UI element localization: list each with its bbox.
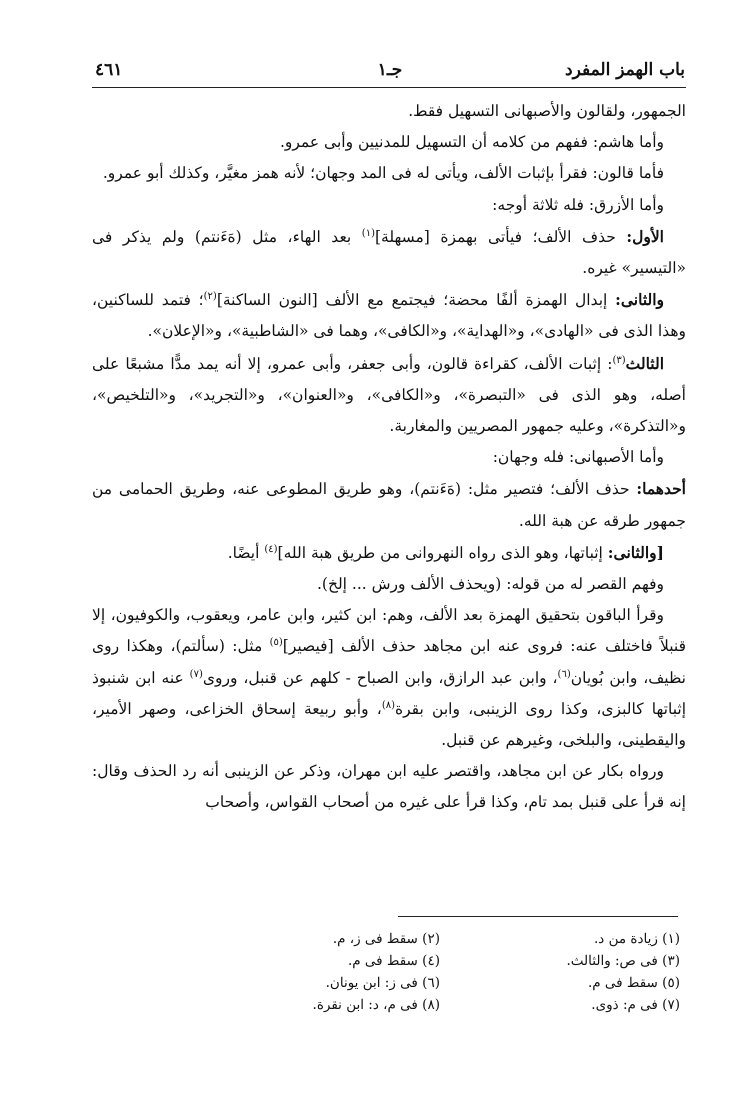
paragraph: الجمهور، ولقالون والأصبهانى التسهيل فقط. [408,102,686,120]
footnote-row [200,994,680,1016]
volume-label: جـ١ [377,60,403,80]
footnote-ref: (٥) [269,637,283,649]
footnote-ref: (٨) [381,699,395,711]
footnote-ref: (٣) [612,354,626,366]
footnote: (٢) سقط فى ز، م. [332,931,440,947]
paragraph: [والثانى: إثباتها، وهو الذى رواه النهروانى من طريق هبة الله]$^{(٤)}$ أيضًا. [227,542,664,562]
footnote-row [200,950,680,972]
section-label: الثالث [625,353,664,373]
footnote-ref: (٦) [557,668,571,680]
paragraph: وفهم القصر له من قوله: (ويحذف الألف ورش ... إلخ). [316,575,664,594]
paragraph: والثانى: إبدال الهمزة ألفًا محضة؛ فيجتمع مع الألف [النون الساكنة]$^{(٢)}$؛ فتمد للساكنين، وهذا الذى فى «الهادى»، و«الهداية»، و«الكافى»، وهما فى «الشاطبية»، و«الإعلان». [92,290,686,341]
footnote: (٣) فى ص: والثالث. [566,953,680,969]
section-label: [والثانى: [607,542,664,562]
footnote-ref: (٤) [264,543,278,555]
paragraph: وقرأ الباقون بتحقيق الهمزة بعد الألف، وهم: ابن كثير، وابن عامر، ويعقوب، والكوفيون، إلا قنبلاً فاختلف عنه: فروى عنه ابن مجاهد حذف الألف [فيصير]$^{(٥)}$ مثل: (سألتم)، وهكذا روى نظيف، وابن بُويان$^{(٦)}$، وابن عبد الرازق، وابن الصباح - كلهم عن قنبل، وروى$^{(٧)}$ عنه ابن شنبوذ إثباتها كالبزى، وكذا روى الزينبى، وابن بقرة$^{(٨)}$، وأبو ربيعة إسحاق الخزاعى، وصهر الأمير، واليقطينى، والبلخى، وغيرهم عن قنبل. [92,606,686,750]
footnote: (٥) سقط فى م. [587,975,680,991]
header-divider [92,87,686,88]
paragraph: وأما هاشم: ففهم من كلامه أن التسهيل للمدنيين وأبى عمرو. [279,133,664,152]
footnote-divider [398,916,678,917]
footnote-ref: (١) [361,227,375,239]
main-text [92,96,686,819]
paragraph: وأما الأصبهانى: فله وجهان: [492,448,664,467]
section-label: الأول: [626,226,664,246]
page-number: ٤٦١ [95,60,123,80]
footnotes [200,928,680,1016]
footnote-row [200,928,680,950]
paragraph: الأول: حذف الألف؛ فيأتى بهمزة [مسهلة]$^{(١)}$ بعد الهاء، مثل (هَءَنتم) ولم يذكر فى «التيسير» غيره. [92,226,686,278]
section-label: أحدهما: [636,479,686,499]
paragraph: أحدهما: حذف الألف؛ فتصير مثل: (هَءَنتم)، وهو طريق المطوعى عنه، وطريق الحمامى من جمهور طرقه عن هبة الله. [92,479,686,530]
footnote: (٤) سقط فى م. [347,953,440,969]
paragraph: فأما قالون: فقرأ بإثبات الألف، ويأتى له فى المد وجهان؛ لأنه همز مغيَّر، وكذلك أبو عمرو. [102,164,664,183]
footnote-ref: (٧) [189,668,203,680]
paragraph: وأما الأزرق: فله ثلاثة أوجه: [492,195,664,214]
running-header [95,58,685,88]
footnote-ref: (٢) [203,291,217,303]
footnote: (٦) فى ز: ابن يونان. [325,975,440,991]
footnote: (١) زيادة من د. [594,931,680,947]
paragraph: الثالث$^{(٣)}$: إثبات الألف، كقراءة قالون، وأبى جعفر، وأبى عمرو، إلا أنه يمد مدًّا مشبعًا على أصله، وهو الذى فى «التبصرة»، و«الكافى»، و«العنوان»، و«التجريد»، و«التلخيص»، و«التذكرة»، وعليه جمهور المصريين والمغاربة. [92,353,686,436]
section-label: والثانى: [615,290,665,310]
footnote: (٨) فى م، د: ابن نقرة. [312,997,440,1013]
chapter-title: باب الهمز المفرد [565,60,685,80]
footnote-row [200,972,680,994]
footnote: (٧) فى م: ذوى. [591,997,680,1013]
paragraph: ورواه بكار عن ابن مجاهد، واقتصر عليه ابن مهران، وذكر عن الزينبى أنه رد الحذف وقال: إنه قرأ على قنبل بمد تام، وكذا قرأ على غيره من أصحاب القواس، وأصحاب [92,762,686,812]
